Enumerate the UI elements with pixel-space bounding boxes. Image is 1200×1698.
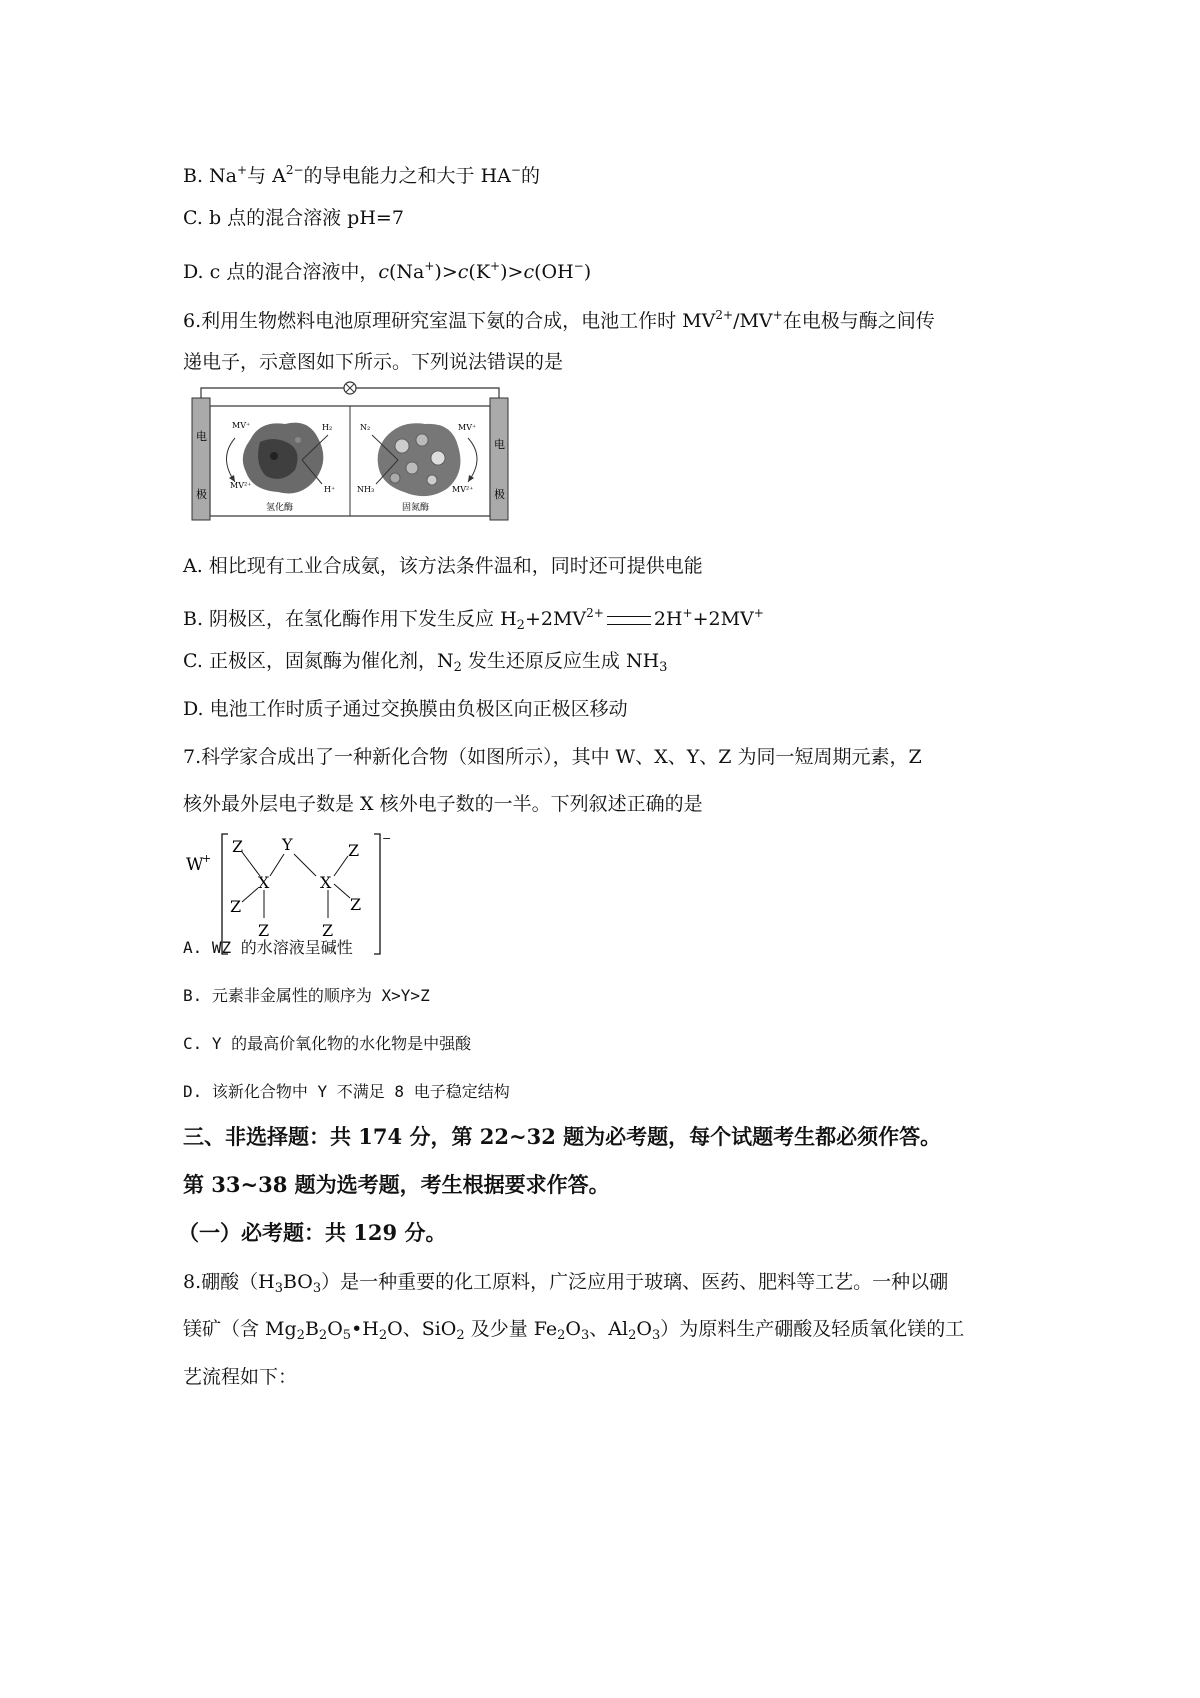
q5-option-d: D. c 点的混合溶液中，c(Na+)>c(K+)>c(OH−) xyxy=(183,259,592,283)
atom-z-5: Z xyxy=(348,841,360,860)
atom-x-1: X xyxy=(258,873,270,892)
atom-z-2: Z xyxy=(230,897,242,916)
nitrogenase-label: 固氮酶 xyxy=(402,503,430,513)
right-mv-plus: MV⁺ xyxy=(458,423,477,432)
left-electrode-char2: 极 xyxy=(196,488,207,501)
q6-option-a: A. 相比现有工业合成氨，该方法条件温和，同时还可提供电能 xyxy=(183,555,703,577)
section-heading-line2: 第 33~38 题为选考题，考生根据要求作答。 xyxy=(183,1172,610,1197)
left-electrode xyxy=(192,398,210,520)
section-heading-line1: 三、非选择题：共 174 分，第 22~32 题为必考题，每个试题考生都必须作答。 xyxy=(183,1124,942,1149)
q7-option-b: B. 元素非金属性的顺序为 X>Y>Z xyxy=(183,986,430,1005)
q7-stem-line1: 7.科学家合成出了一种新化合物（如图所示），其中 W、X、Y、Z 为同一短周期元素，Z xyxy=(183,746,922,768)
q5-option-c: C. b 点的混合溶液 pH=7 xyxy=(183,207,404,229)
anion-charge: − xyxy=(382,832,392,845)
q6-stem-line2: 递电子，示意图如下所示。下列说法错误的是 xyxy=(183,351,564,373)
q8-line2: 镁矿（含 $Mg_2B_2O_5•H_2O$、SiO$_2$ 及少量 $Fe_2O_3$、$Al_2O_3$）为原料生产硼酸及轻质氧化镁的工 xyxy=(183,1318,965,1343)
q6-option-c: C. 正极区，固氮酶为催化剂，$N_2$ 发生还原反应生成 $NH_3$ xyxy=(183,650,668,675)
q6-option-d: D. 电池工作时质子通过交换膜由负极区向正极区移动 xyxy=(183,698,628,720)
q7-stem-line2: 核外最外层电子数是 X 核外电子数的一半。下列叙述正确的是 xyxy=(183,793,703,815)
atom-z-3: Z xyxy=(258,921,270,940)
lamp-icon xyxy=(344,382,356,394)
h2-label: H₂ xyxy=(322,423,333,432)
fuel-cell-diagram xyxy=(190,380,510,530)
n2-label: N₂ xyxy=(360,423,371,432)
h-plus-label: H⁺ xyxy=(324,485,336,494)
q7-option-a: A. WZ 的水溶液呈碱性 xyxy=(183,938,353,957)
q5-option-b: B. Na+与 $A^{2-}$的导电能力之和大于 HA−的 xyxy=(183,163,540,187)
cation-w xyxy=(186,852,211,875)
atom-z-4: Z xyxy=(322,921,334,940)
svg-text:W: W xyxy=(186,855,204,875)
right-electrode-char1: 电 xyxy=(494,438,505,451)
q7-option-d: D. 该新化合物中 Y 不满足 8 电子稳定结构 xyxy=(183,1082,510,1101)
right-electrode-char2: 极 xyxy=(494,488,505,501)
atom-z-1: Z xyxy=(232,837,244,856)
equals-sign xyxy=(607,616,651,625)
atom-x-2: X xyxy=(320,873,332,892)
left-mv-plus: MV⁺ xyxy=(232,421,251,430)
part-heading: （一）必考题：共 129 分。 xyxy=(178,1220,447,1245)
nh3-label: NH₃ xyxy=(357,485,375,494)
q7-option-c: C. Y 的最高价氧化物的水化物是中强酸 xyxy=(183,1034,472,1053)
q8-line1: 8.硼酸$(H_3BO_3)$是一种重要的化工原料，广泛应用于玻璃、医药、肥料等工艺。一种以硼 xyxy=(183,1271,949,1296)
hydrogenase-enzyme xyxy=(243,423,324,494)
right-electrode xyxy=(490,398,508,520)
left-mv-2plus: MV²⁺ xyxy=(230,481,252,490)
hydrogenase-label: 氢化酶 xyxy=(266,503,294,513)
atom-y: Y xyxy=(282,835,293,854)
q8-line3: 艺流程如下： xyxy=(183,1366,298,1388)
atom-z-6: Z xyxy=(350,895,362,914)
right-mv-2plus: MV²⁺ xyxy=(452,485,474,494)
q6-option-b: B. 阴极区，在氢化酶作用下发生反应 $H_2+2MV^{2+}$ 2H++2MV+ xyxy=(183,606,764,633)
q6-stem-line1: 6.利用生物燃料电池原理研究室温下氨的合成，电池工作时 $MV^{2+}/MV^+$在电极与酶之间传 xyxy=(183,308,935,332)
svg-text:+: + xyxy=(202,852,212,865)
left-electrode-char1: 电 xyxy=(196,430,207,443)
